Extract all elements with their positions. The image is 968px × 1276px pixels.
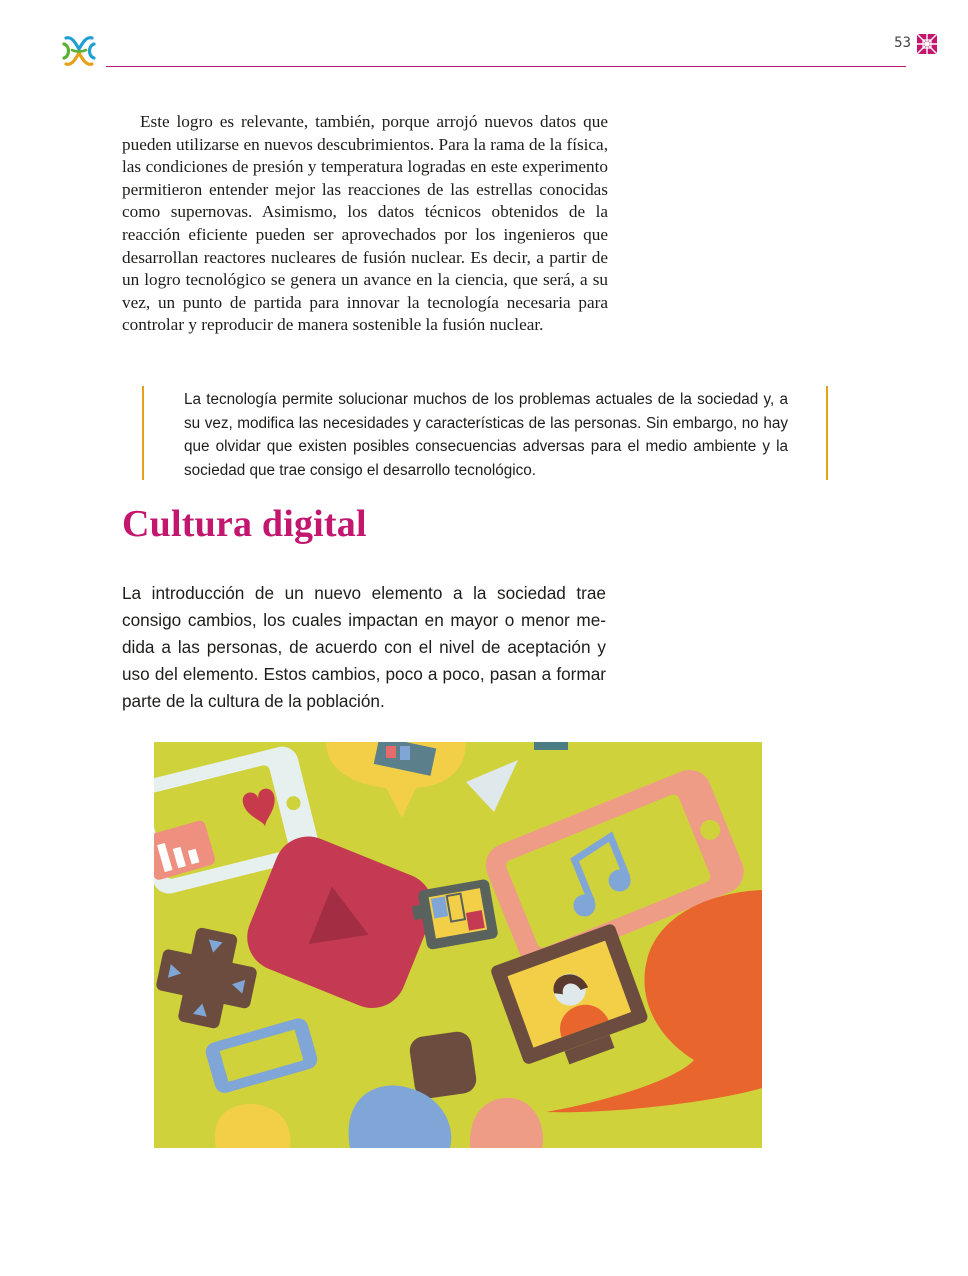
app-tile-icon bbox=[408, 1030, 478, 1100]
digital-culture-illustration bbox=[154, 742, 762, 1148]
small-tile-icon bbox=[534, 742, 568, 750]
intro-paragraph: Este logro es relevante, también, porque arrojó nuevos datos que pueden utilizarse en nuevos descubrimientos. Para la rama de la física, las condiciones de presión y temperatura logradas en este experimento permitieron entender mejor las reacciones de las estrellas conocidas como supernovas. Asimismo, los datos técnicos obtenidos de la reacción eficiente pueden ser aprovechados por los ingenieros que desarrollan reactores nucleares de fusión nuclear. Es decir, a partir de un logro tecnológico se genera un avance en la ciencia, que será, a su vez, un punto de partida para innovar la tecnología necesaria para controlar y reproducir de manera sostenible la fusión nuclear. bbox=[122, 112, 608, 335]
decorative-pattern-icon bbox=[917, 34, 937, 54]
header-rule bbox=[106, 66, 906, 67]
callout-box bbox=[142, 386, 828, 480]
publisher-logo-icon bbox=[60, 32, 98, 70]
section-title: Cultura digital bbox=[122, 503, 367, 545]
callout-text: La tecnología permite solucionar muchos de los problemas actuales de la sociedad y, a su vez, modifica las necesidades y características de las personas. Sin embargo, no hay que olvidar que existen posibles consecuencias adversas para el medio ambiente y la sociedad que trae consigo el desarrollo tecnológico. bbox=[184, 391, 788, 479]
page-number: 53 bbox=[894, 35, 911, 51]
section-paragraph: La introducción de un nuevo elemento a la sociedad trae consigo cambios, los cuales impactan en mayor o menor medida a las personas, de acuerdo con el nivel de aceptación y uso del elemento. Estos cambios, poco a poco, pasan a formar parte de la cultura de la población. bbox=[122, 583, 606, 711]
